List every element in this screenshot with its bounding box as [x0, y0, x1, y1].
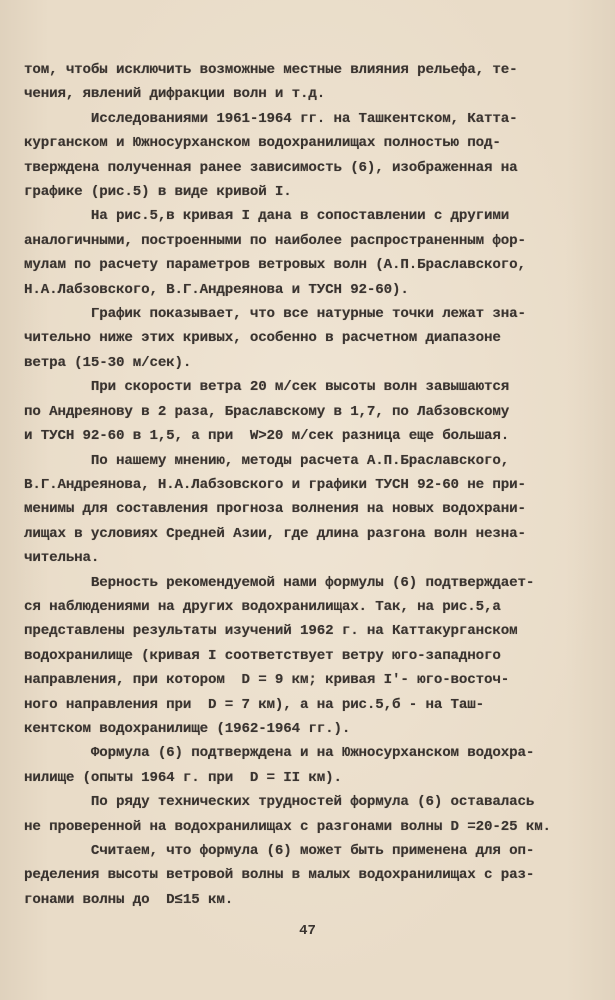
text-line: том, чтобы исключить возможные местные влияния рельефа, те-: [24, 62, 518, 78]
text-line: курганском и Южносурханском водохранилищах полностью под-: [24, 135, 501, 152]
text-line: Формула (6) подтверждена и на Южносурханском водохра-: [24, 745, 535, 762]
text-line: не проверенной на водохранилищах с разгонами волны D =20-25 км.: [24, 818, 551, 835]
text-line: графике (рис.5) в виде кривой I.: [24, 184, 292, 201]
text-line: При скорости ветра 20 м/сек высоты волн завышаются: [24, 379, 510, 396]
text-line: кентском водохранилище (1962-1964 гг.).: [24, 720, 351, 737]
text-line: представлены результаты изучений 1962 г. на Каттакурганском: [24, 623, 518, 640]
text-line: аналогичными, построенными по наиболее распространенным фор-: [24, 232, 526, 249]
text-line: чительна.: [24, 550, 100, 567]
text-line: ветра (15-30 м/сек).: [24, 354, 192, 371]
text-line: Верность рекомендуемой нами формулы (6) подтверждает-: [24, 574, 535, 591]
text-line: лищах в условиях Средней Азии, где длина разгона волн незна-: [24, 525, 526, 542]
text-line: ся наблюдениями на других водохранилищах. Так, на рис.5,а: [24, 598, 501, 615]
text-line: Считаем, что формула (6) может быть применена для оп-: [24, 843, 535, 859]
text-line: ределения высоты ветровой волны в малых водохранилищах с раз-: [24, 867, 535, 884]
text-line: По нашему мнению, методы расчета А.П.Браславского,: [24, 452, 510, 469]
text-line: ного направления при D = 7 км), а на рис.5,б - на Таш-: [24, 696, 485, 713]
text-line: чительно ниже этих кривых, особенно в расчетном диапазоне: [24, 330, 501, 347]
text-line: тверждена полученная ранее зависимость (6), изображенная на: [24, 159, 518, 176]
text-line: направления, при котором D = 9 км; кривая I'- юго-восточ-: [24, 672, 510, 689]
text-line: гонами волны до D≤15 км.: [24, 891, 234, 908]
text-line: чения, явлений дифракции волн и т.д.: [24, 86, 326, 103]
text-line: По ряду технических трудностей формула (6) оставалась: [24, 794, 535, 811]
text-line: водохранилище (кривая I соответствует ветру юго-западного: [24, 647, 501, 664]
text-line: Н.А.Лабзовского, В.Г.Андреянова и ТУСН 92-60).: [24, 281, 409, 298]
text-line: Исследованиями 1961-1964 гг. на Ташкентском, Катта-: [24, 110, 518, 127]
text-line: График показывает, что все натурные точки лежат зна-: [24, 306, 526, 323]
page-number: 47: [299, 923, 316, 939]
text-line: мулам по расчету параметров ветровых волн (А.П.Браславского,: [24, 257, 526, 274]
text-line: В.Г.Андреянова, Н.А.Лабзовского и графики ТУСН 92-60 не при-: [24, 476, 526, 493]
text-line: по Андреянову в 2 раза, Браславскому в 1,7, по Лабзовскому: [24, 403, 510, 420]
body-text: [24, 58, 599, 912]
text-line: нилище (опыты 1964 г. при D = II км).: [24, 769, 342, 786]
text-line: На рис.5,в кривая I дана в сопоставлении с другими: [24, 208, 510, 225]
text-line: и ТУСН 92-60 в 1,5, а при W>20 м/сек разница еще большая.: [24, 428, 510, 445]
text-line: менимы для составления прогноза волнения на новых водохрани-: [24, 501, 526, 518]
